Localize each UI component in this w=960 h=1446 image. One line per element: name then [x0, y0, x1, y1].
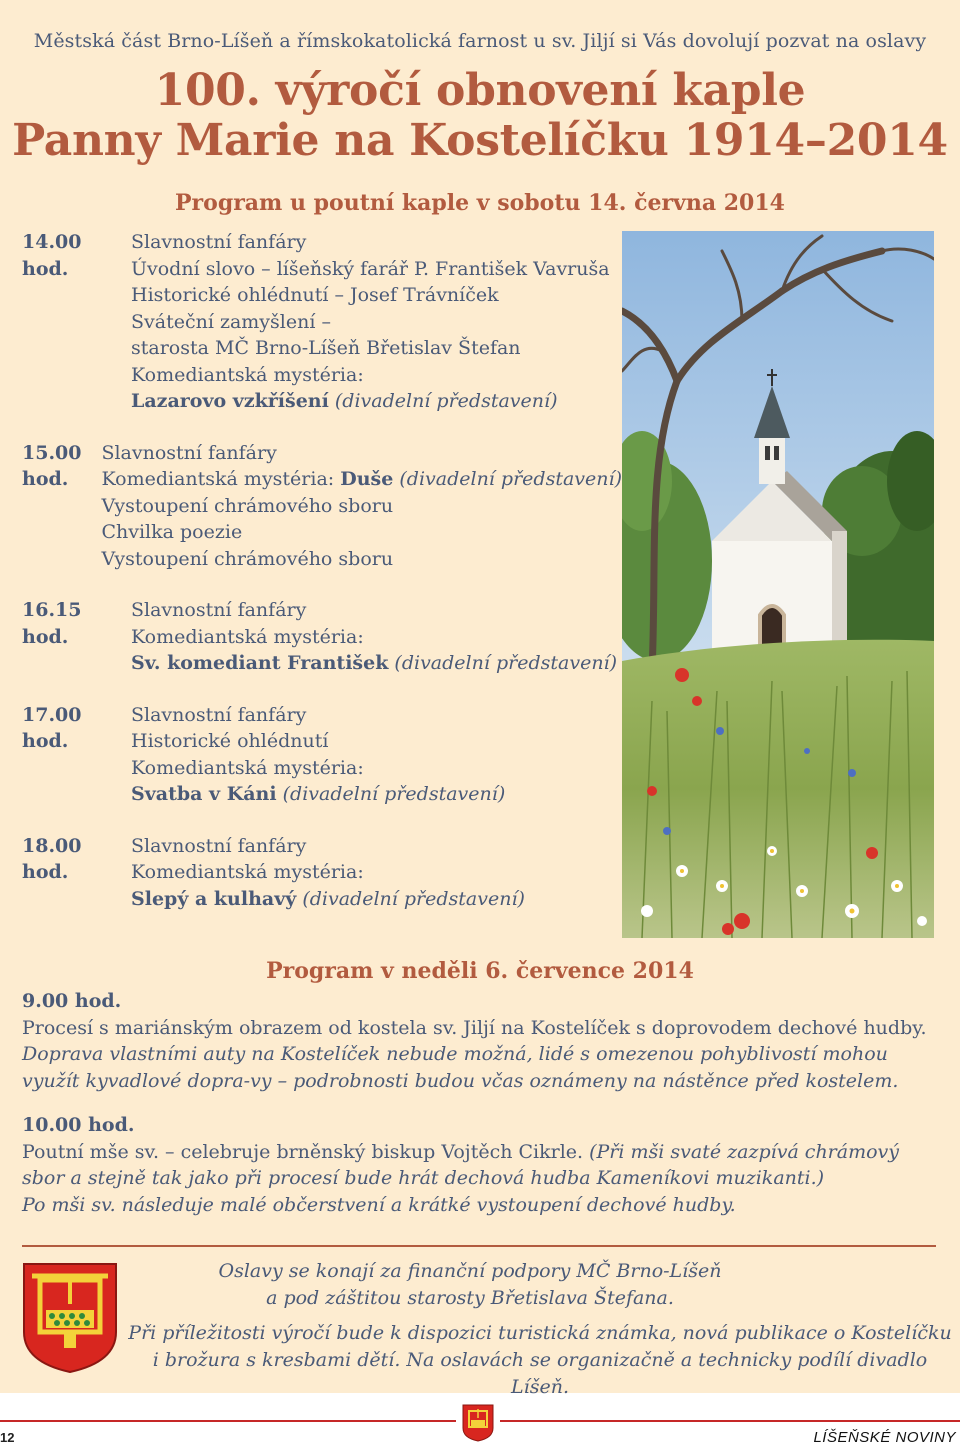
magazine-name: LÍŠEŇSKÉ NOVINY: [813, 1429, 956, 1446]
program-block: [22, 988, 938, 1094]
slot-item: Vystoupení chrámového sboru: [101, 494, 394, 517]
saturday-program: [22, 229, 622, 937]
performance-note: (divadelní představení): [302, 887, 525, 910]
performance-title: Svatba v Káni: [131, 783, 277, 805]
slot-item: starosta MČ Brno-Líšeň Břetislav Štefan: [131, 337, 521, 359]
program-slot: [22, 229, 622, 415]
slot-item: Historické ohlédnutí – Josef Trávníček: [131, 284, 499, 306]
slot-items: [131, 229, 622, 415]
block-note: (Při mši svaté zazpívá chrámový sbor a stejně tak jako při procesí bude hrát dechová hudba Kameníkovi muzikanti.): [22, 1140, 900, 1189]
slot-items: [131, 597, 622, 677]
performance-title: Lazarovo vzkříšení: [131, 390, 329, 412]
slot-item: Slavnostní fanfáry: [131, 834, 307, 857]
coat-of-arms-icon: [22, 1262, 118, 1374]
slot-item: [131, 886, 622, 913]
program-slot: [22, 702, 622, 808]
performance-title: Slepý a kulhavý: [131, 887, 297, 910]
performance-note: (divadelní představení): [282, 783, 506, 805]
slot-item: Slavnostní fanfáry: [131, 703, 307, 726]
stamp-note: [125, 1320, 955, 1401]
title-line-1: 100. výročí obnovení kaple: [154, 65, 806, 116]
performance-note: (divadelní představení): [334, 390, 558, 412]
slot-time: 14.00 hod.: [22, 231, 82, 280]
slot-item: Historické ohlédnutí: [131, 730, 329, 752]
slot-item: [131, 650, 622, 677]
sponsor-note: [130, 1258, 810, 1312]
slot-item: Úvodní slovo – líšeňský farář P. František Vavruša: [131, 257, 610, 280]
footer-coat-of-arms-icon: [462, 1404, 494, 1442]
invitation-line: Městská část Brno-Líšeň a římskokatolická farnost u sv. Jiljí si Vás dovolují pozvat na oslavy: [33, 30, 927, 52]
sunday-heading: Program v neděli 6. července 2014: [266, 958, 694, 984]
slot-item: Slavnostní fanfáry: [101, 441, 277, 464]
program-block: [22, 1112, 938, 1218]
program-slot: [22, 597, 622, 677]
slot-item: Vystoupení chrámového sboru: [101, 547, 394, 570]
slot-item: Komediantská mystéria:: [131, 756, 364, 779]
slot-time: 17.00 hod.: [22, 703, 82, 752]
slot-item: Komediantská mystéria:: [131, 363, 364, 386]
title-line-2: Panny Marie na Kostelíčku 1914–2014: [12, 115, 948, 166]
footer-rule-left: [0, 1420, 456, 1422]
slot-items: [131, 833, 622, 913]
slot-item: [101, 466, 622, 493]
slot-items: [131, 702, 622, 808]
slot-item: Komediantská mystéria:: [131, 861, 364, 883]
slot-time: 15.00 hod.: [22, 441, 82, 490]
performance-note: (divadelní představení): [394, 652, 618, 674]
block-note: Doprava vlastními auty na Kostelíček nebude možná, lidé s omezenou pohyblivostí mohou využít kyvadlové dopra-vy – podrobnosti budou včas oznámeny na nástěnce před kostelem.: [22, 1043, 899, 1092]
slot-item: [131, 781, 622, 808]
slot-item: Komediantská mystéria:: [131, 625, 364, 648]
block-time: 10.00 hod.: [22, 1114, 135, 1136]
slot-item: [131, 388, 622, 415]
slot-item: Slavnostní fanfáry: [131, 231, 307, 253]
performance-title: Duše: [340, 468, 394, 490]
stamp-line: i brožura s kresbami dětí. Na oslavách se organizačně a technicky podílí divadlo Líšeň.: [152, 1349, 928, 1398]
saturday-heading: Program u poutní kaple v sobotu 14. června 2014: [175, 190, 785, 216]
block-note-2: Po mši sv. následuje malé občerstvení a krátké vystoupení dechové hudby.: [22, 1193, 736, 1216]
block-time: 9.00 hod.: [22, 990, 122, 1012]
performance-title: Sv. komediant František: [131, 652, 389, 674]
sponsor-line: Oslavy se konají za finanční podpory MČ Brno-Líšeň: [218, 1260, 722, 1282]
program-slot: [22, 440, 622, 573]
slot-item: Chvilka poezie: [101, 521, 243, 543]
slot-items: [101, 440, 622, 573]
slot-time: 16.15 hod.: [22, 599, 82, 648]
page-number: 12: [0, 1430, 15, 1445]
slot-time: 18.00 hod.: [22, 834, 82, 883]
sponsor-line: a pod záštitou starosty Břetislava Štefana.: [266, 1287, 674, 1309]
block-text: Procesí s mariánským obrazem od kostela sv. Jiljí na Kostelíček s doprovodem dechové hudby.: [22, 1016, 927, 1039]
chapel-photo: [622, 231, 934, 938]
footer-rule-right: [500, 1420, 960, 1422]
program-slot: [22, 833, 622, 913]
block-text: Poutní mše sv. – celebruje brněnský biskup Vojtěch Cikrle.: [22, 1140, 584, 1163]
slot-item-prefix: Komediantská mystéria:: [101, 468, 335, 490]
main-title: [0, 66, 960, 166]
divider: [22, 1245, 936, 1247]
stamp-line: Při příležitosti výročí bude k dispozici turistická známka, nová publikace o Kostelíčku: [128, 1322, 952, 1344]
performance-note: (divadelní představení): [399, 468, 622, 490]
slot-item: Sváteční zamyšlení –: [131, 310, 331, 333]
sunday-program: [22, 988, 938, 1236]
slot-item: Slavnostní fanfáry: [131, 599, 307, 621]
